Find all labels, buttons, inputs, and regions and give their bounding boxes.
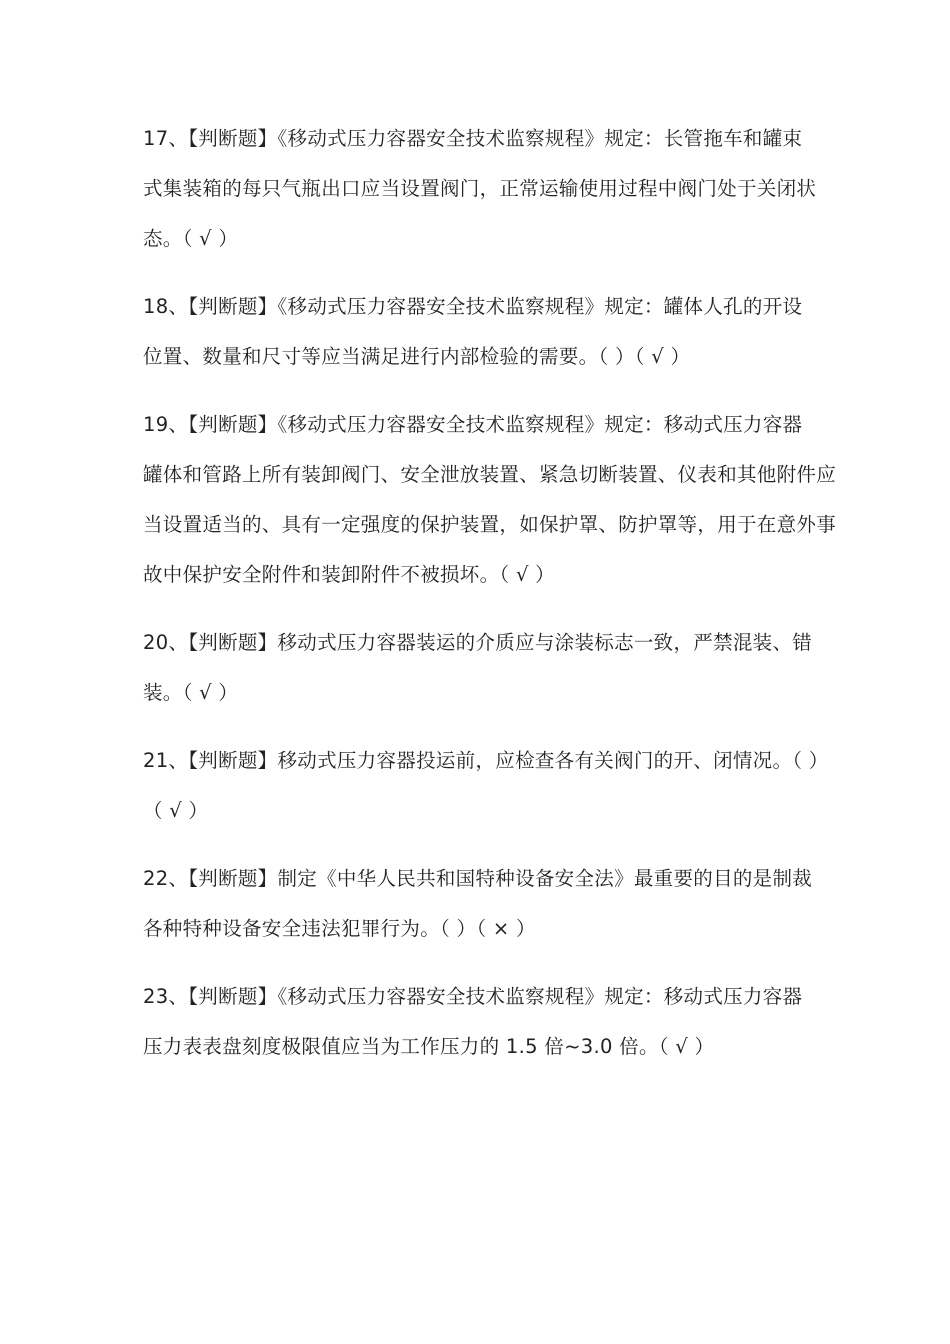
- question-text-line: 23、【判断题】《移动式压力容器安全技术监察规程》规定：移动式压力容器: [143, 985, 803, 1008]
- question-text-line: 故中保护安全附件和装卸附件不被损坏。（ √ ）: [143, 563, 555, 586]
- question-text-line: 位置、数量和尺寸等应当满足进行内部检验的需要。（ ）（ √ ）: [143, 345, 691, 368]
- question-text-line: 装。（ √ ）: [143, 681, 239, 704]
- question-text-line: 各种特种设备安全违法犯罪行为。（ ）（ × ）: [143, 917, 536, 940]
- question-list: [143, 114, 837, 1090]
- question-19: [143, 400, 837, 600]
- question-text-line: 压力表表盘刻度极限值应当为工作压力的 1.5 倍~3.0 倍。（ √ ）: [143, 1035, 715, 1058]
- question-text-line: 式集装箱的每只气瓶出口应当设置阀门，正常运输使用过程中阀门处于关闭状: [143, 177, 817, 200]
- question-text-line: 18、【判断题】《移动式压力容器安全技术监察规程》规定：罐体人孔的开设: [143, 295, 803, 318]
- question-text-line: 19、【判断题】《移动式压力容器安全技术监察规程》规定：移动式压力容器: [143, 413, 803, 436]
- question-text-line: 20、【判断题】移动式压力容器装运的介质应与涂装标志一致，严禁混装、错: [143, 631, 813, 654]
- question-20: [143, 618, 813, 718]
- question-text-line: 罐体和管路上所有装卸阀门、安全泄放装置、紧急切断装置、仪表和其他附件应: [143, 463, 837, 486]
- question-text-line: 21、【判断题】移动式压力容器投运前，应检查各有关阀门的开、闭情况。（ ）: [143, 749, 829, 772]
- question-text-line: 态。（ √ ）: [143, 227, 239, 250]
- question-text-line: 17、【判断题】《移动式压力容器安全技术监察规程》规定：长管拖车和罐束: [143, 127, 803, 150]
- question-text-line: （ √ ）: [143, 799, 209, 822]
- question-17: [143, 114, 817, 264]
- question-text-line: 22、【判断题】制定《中华人民共和国特种设备安全法》最重要的目的是制裁: [143, 867, 813, 890]
- question-23: [143, 972, 813, 1072]
- question-22: [143, 854, 813, 954]
- question-18: [143, 282, 813, 382]
- question-21: [143, 736, 829, 836]
- question-text-line: 当设置适当的、具有一定强度的保护装置，如保护罩、防护罩等，用于在意外事: [143, 513, 837, 536]
